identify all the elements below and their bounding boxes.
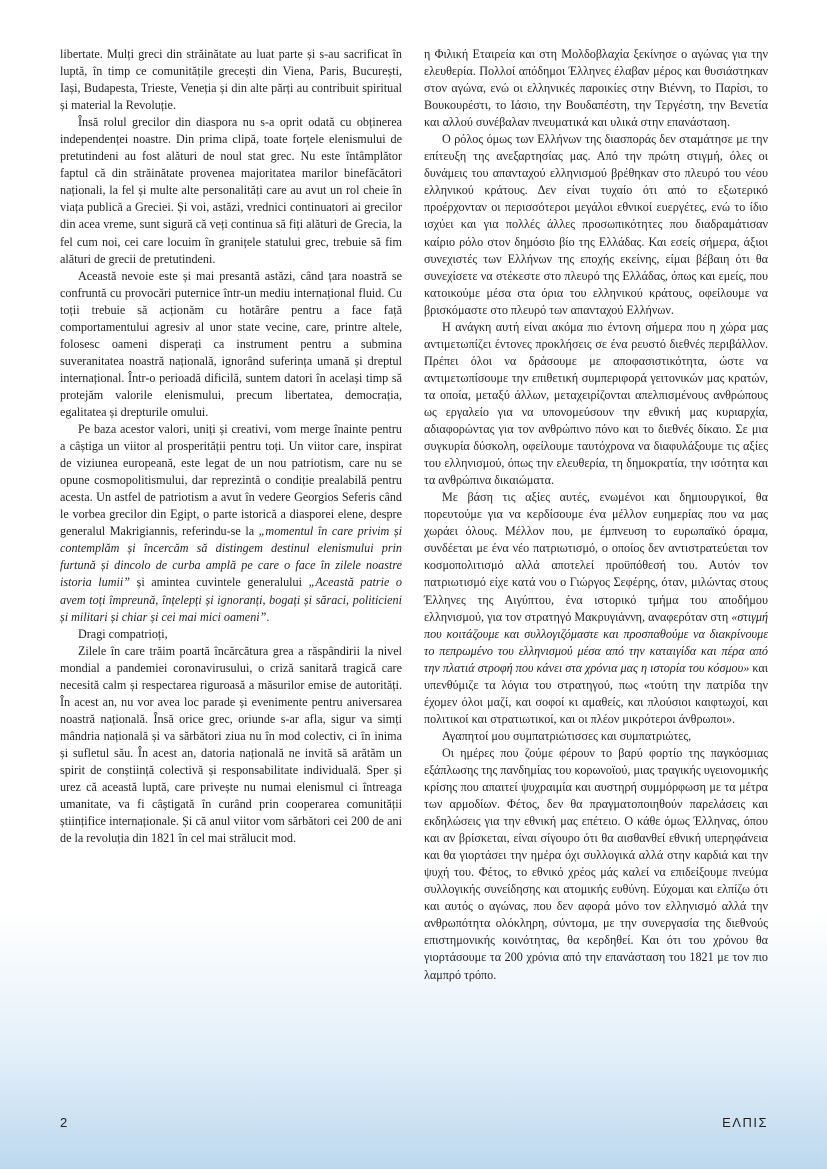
paragraph-text: Οι ημέρες που ζούμε φέρουν το βαρύ φορτίο της παγκόσμιας εξάπλωσης της πανδημίας του κορωνοϊού, μιας τραγικής υγειονομικής κρίσης που απαιτεί ψυχραιμία και αυστηρή συμμόρφωση με τα μέτρα των αρμοδίων. Φέτος, δεν θα πραγματοποιηθούν παρελάσεις και εκδηλώσεις για την εθνική μας επέτειο. Ο κάθε όμως Έλληνας, όπου και αν βρίσκεται, είναι σίγουρο ότι θα αισθανθεί εθνική υπερηφάνεια και θα γιορτάσει την ημέρα όχι συλλογικά αλλά στην καρδιά και την ψυχή του. Φέτος, το εθνικό χρέος μάς καλεί να επιδείξουμε πνεύμα συλλογικής συνείδησης και ατομικής ευθύνη. Εύχομαι και ελπίζω ότι και αυτός ο αγώνας, που δεν αφορά μόνο τον ελληνισμό αλλά την ανθρωπότητα ολόκληρη, σύντομα, με την συνεργασία της διεθνούς επιστημονικής κοινότητας, θα κερδηθεί. Και ότι του χρόνου θα γιορτάσουμε τα 200 χρόνια από την επανάσταση του 1821 με τον πιο λαμπρό τρόπο.	[424, 745, 768, 982]
paragraph	[60, 268, 402, 421]
paragraph-text: Με βάση τις αξίες αυτές, ενωμένοι και δημιουργικοί, θα πορευτούμε για να κερδίσουμε ένα μέλλον ευημερίας που να μας χωράει όλους. Μέλλον που, με έμπνευση το ευρωπαϊκό όραμα, συνδέεται με ένα νέο πατριωτισμό, ο οποίος δεν αντιστρατεύεται τον κοσμοπολιτισμό αλλά αποτελεί προϋπόθεσή του. Αυτόν τον πατριωτισμό είχε κατά νου ο Γιώργος Σεφέρης, όταν, μιλώντας στους Έλληνες της Αιγύπτου, ένα ιστορικό τμήμα του αποδήμου ελληνισμού, για τον στρατηγό Μακρυγιάννη, αναφερόταν στη	[424, 490, 768, 624]
paragraph	[60, 46, 402, 114]
paragraph	[424, 489, 768, 728]
paragraph-text: Această nevoie este și mai presantă astăzi, când țara noastră se confruntă cu provocări puternice într-un mediu internațional fluid. Cu toții trebuie să acționăm cu hotărâre pentru a face față comportamentului agresiv al unor state vecine, care, printre altele, folosesc oameni disperați ca instrument pentru a submina suveranitatea noastră națională, ignorând suferința umană și dreptul internațional. Într-o perioadă dificilă, suntem datori în același timp să protejăm valorile elenismului, precum libertatea, democrația, egalitatea și drepturile omului.	[60, 268, 402, 419]
paragraph	[424, 745, 768, 984]
paragraph-text: Însă rolul grecilor din diaspora nu s-a oprit odată cu obținerea independenței noastre. Din prima clipă, toate forțele elenismului de pretutindeni au fost alături de noul stat grec. Nu este întâmplător faptul că din străinătate provenea majoritatea marilor binefăcători naționali, la fel și multe alte personalități care au avut un rol cheie în viața publică a Greciei. Și voi, astăzi, vrednici continuatori ai grecilor din acea vreme, sunt sigură că veți continua să fiți alături de Grecia, la fel cum noi, cei care locuim în granițele statului grec, trebuie să fim alături de grecii de pretutindeni.	[60, 115, 402, 266]
salutation	[60, 626, 402, 643]
paragraph-text: .	[266, 609, 270, 624]
paragraph-text: και υπενθύμιζε τα λόγια του στρατηγού, πως «τούτη την πατρίδα την έχομεν όλοι μαζί, και σοφοί κι αμαθείς, και πλούσιοι καιφτωχοί, και πολιτικοί και στρατιωτικοί, και οι πλέον μικρότεροι άνθρωποι».	[424, 660, 768, 726]
paragraph	[424, 46, 768, 131]
page-number: 2	[60, 1115, 68, 1130]
greek-text-column	[424, 46, 768, 1126]
paragraph-text: Αγαπητοί μου συμπατριώτισσες και συμπατριώτες,	[442, 728, 692, 743]
paragraph-text: Η ανάγκη αυτή είναι ακόμα πιο έντονη σήμερα που η χώρα μας αντιμετωπίζει έντονες προκλήσεις σε ένα ρευστό διεθνές περιβάλλον. Πρέπει όλοι να δράσουμε με αποφασιστικότητα, ώστε να αντιμετωπίσουμε την επιθετική συμπεριφορά γειτονικών μας κρατών, τα οποία, μεταξύ άλλων, μεταχειρίζονται απελπισμένους ανθρώπους ως εργαλείο για να υπονομεύσουν την εθνική μας κυριαρχία, αδιαφορώντας για τον ανθρώπινο πόνο και το διεθνές δίκαιο. Σε μια συγκυρία δύσκολη, οφείλουμε ταυτόχρονα να διαφυλάξουμε τις αξίες του ελληνισμού, όπως την ελευθερία, τη δημοκρατία, την ισότητα και τα ανθρώπινα δικαιώματα.	[424, 319, 768, 488]
page-footer	[60, 1115, 768, 1135]
paragraph-text: și amintea cuvintele generalului	[130, 575, 309, 590]
quote-text: «στιγμή που κοιτάζουμε και συλλογιζόμαστε και προσπαθούμε να διακρίνουμε το πεπρωμένο του ελληνισμού μέσα από την καταιγίδα και πέρα από την πλατιά στροφή που κάνει στα χρόνια μας η ιστορία του κόσμου»	[424, 609, 768, 675]
romanian-text-column	[60, 46, 402, 1126]
paragraph-text: Dragi compatrioți,	[78, 626, 168, 641]
paragraph	[60, 114, 402, 267]
running-title: ΕΛΠΙΣ	[722, 1115, 768, 1130]
quote-text: „momentul în care privim și contemplăm și încercăm să distingem destinul elenismului prin furtună și dincolo de curba amplă pe care o face în zilele noastre istoria lumii”	[60, 524, 402, 590]
paragraph	[60, 421, 402, 626]
paragraph-text: Pe baza acestor valori, uniți și creativi, vom merge înainte pentru a câștiga un viitor al prosperității pentru toți. Un viitor care, inspirat de viziunea europeană, este legat de un nou patriotism, care nu se opune cosmopolitismului, dar reprezintă o condiție prealabilă pentru acesta. Un astfel de patriotism a avut în vedere Georgios Seferis când le vorbea grecilor din Egipt, o parte istorică a diasporei elene, despre generalul Makrigiannis, referindu-se la	[60, 422, 402, 539]
paragraph	[60, 643, 402, 848]
paragraph	[424, 131, 768, 319]
paragraph-text: Ο ρόλος όμως των Ελλήνων της διασποράς δεν σταμάτησε με την επίτευξη της ανεξαρτησίας μας. Από την πρώτη στιγμή, όλες οι δυνάμεις του απανταχού ελληνισμού βρέθηκαν στο πλευρό του νέου ελληνικού κράτους. Δεν είναι τυχαίο ότι από το εξωτερικό προέρχονταν οι περισσότεροι μεγάλοι εθνικοί ευεργέτες, ενώ το ίδιο ισχύει και για πολλές άλλες προσωπικότητες που διαδραμάτισαν καίριο ρόλο στον δημόσιο βίο της Ελλάδας. Και εσείς σήμερα, άξιοι συνεχιστές των Ελλήνων της εποχής εκείνης, είμαι βέβαιη ότι θα συνεχίσετε να στέκεστε στο πλευρό της Ελλάδας, όπως και εμείς, που κατοικούμε μέσα στα όρια του ελληνικού κράτους, οφείλουμε να βρισκόμαστε στο πλευρό των απανταχού Ελλήνων.	[424, 132, 768, 317]
paragraph-text: Zilele în care trăim poartă încărcătura grea a răspândirii la nivel mondial a pandemiei coronavirusului, o criză sanitară tragică care necesită calm și respectarea riguroasă a măsurilor emise de autorități. În acest an, nu vor avea loc parade și evenimente pentru aniversarea noastră națională. Însă orice grec, oriunde s-ar afla, sigur va simți mândria națională și va sărbători ziua nu în mod colectiv, ci în inima și sufletul său. În acest an, datoria națională ne invită să arătăm un spirit de conștiință colectivă și responsabilitate individuală. Sper și urez că această luptă, care privește nu numai elenismul ci întreaga umanitate, va fi câștigată în curând prin cooperarea comunității științifice internaționale. Și că anul viitor vom sărbători cei 200 de ani de la revoluția din 1821 în cel mai strălucit mod.	[60, 643, 402, 846]
paragraph	[424, 319, 768, 489]
salutation	[424, 728, 768, 745]
quote-text: „Această patrie o avem toți împreună, înțelepți și ignoranți, bogați și săraci, politicieni și militari și chiar și cei mai mici oameni”	[60, 575, 402, 624]
paragraph-text: η Φιλική Εταιρεία και στη Μολδοβλαχία ξεκίνησε ο αγώνας για την ελευθερία. Πολλοί απόδημοι Έλληνες έλαβαν μέρος και θυσιάστηκαν στον αγώνα, ενώ οι ελληνικές παροικίες στην Βιέννη, το Παρίσι, το Βουκουρέστι, το Ιάσιο, την Βουδαπέστη, την Τεργέστη, την Βενετία και αλλού συνέβαλαν πνευματικά και υλικά στην επανάσταση.	[424, 47, 768, 130]
paragraph-text: libertate. Mulți greci din străinătate au luat parte și s-au sacrificat în luptă, în timp ce comunitățile grecești din Viena, Paris, București, Iași, Budapesta, Trieste, Veneția și din alte părți au contribuit spiritual și material la Revoluție.	[60, 47, 402, 113]
